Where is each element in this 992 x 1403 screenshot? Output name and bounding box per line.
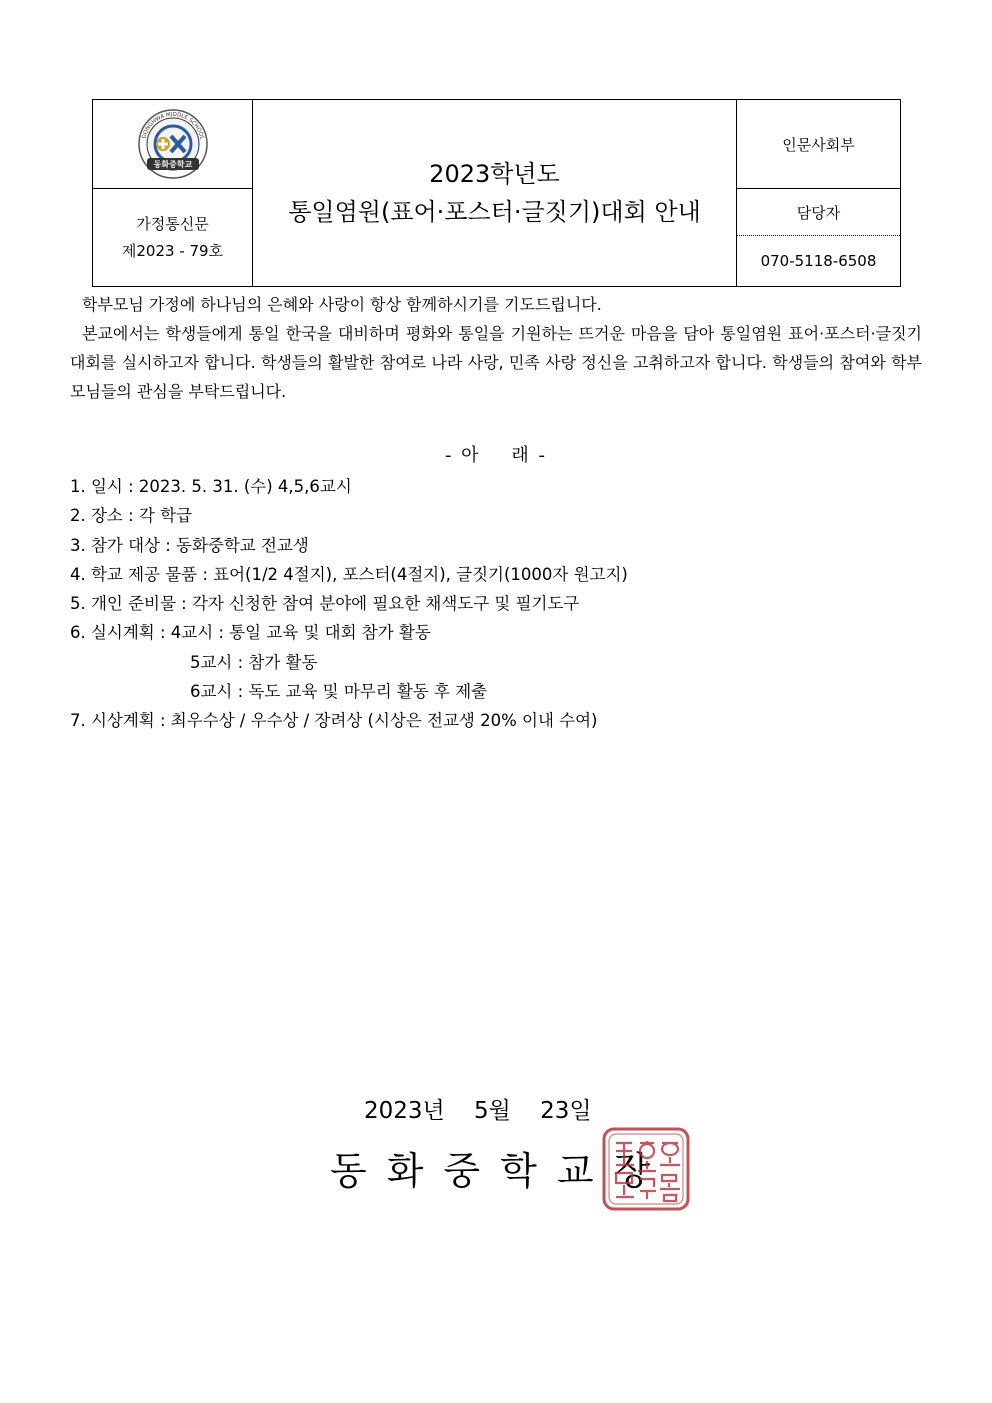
svg-text:동화중학교: 동화중학교 <box>153 160 192 169</box>
doc-number: 제2023 - 79호 <box>121 241 224 260</box>
list-item: 7. 시상계획 : 최우수상 / 우수상 / 장려상 (시상은 전교생 20% 이내 수여) <box>70 711 598 731</box>
phone-cell: 070-5118-6508 <box>737 236 901 287</box>
school-logo-cell <box>93 100 253 189</box>
header-table <box>92 99 901 287</box>
title-line2: 통일염원(표어·포스터·글짓기)대회 안내 <box>288 198 701 226</box>
details-list <box>70 472 930 736</box>
list-item: 6교시 : 독도 교육 및 마무리 활동 후 제출 <box>190 682 488 702</box>
department-cell: 인문사회부 <box>737 100 901 189</box>
doc-type: 가정통신문 <box>136 214 209 233</box>
manager-cell: 담당자 <box>737 189 901 236</box>
principal-name: 동화중학교장 <box>330 1149 671 1193</box>
intro-paragraph-1: 학부모님 가정에 하나님의 은혜와 사랑이 항상 함께하시기를 기도드립니다. <box>82 295 602 314</box>
official-seal <box>602 1127 690 1211</box>
title-cell <box>253 100 737 287</box>
intro-paragraph-2: 본교에서는 학생들에게 통일 한국을 대비하며 평화와 통일을 기원하는 뜨거운 마음을 담아 통일염원 표어·포스터·글짓기 대회를 실시하고자 합니다. 학생들의 활발한 참여로 나라 사랑, 민족 사랑 정신을 고취하고자 합니다. 학생들의 참여와 학부모님들의 관심을 부탁드립니다. <box>70 324 922 401</box>
list-item: 3. 참가 대상 : 동화중학교 전교생 <box>70 535 309 555</box>
list-item: 4. 학교 제공 물품 : 표어(1/2 4절지), 포스터(4절지), 글짓기(1000자 원고지) <box>70 564 628 584</box>
doc-info-cell <box>93 189 253 287</box>
list-item: 5. 개인 준비물 : 각자 신청한 참여 분야에 필요한 채색도구 및 필기도구 <box>70 594 580 614</box>
list-item: 1. 일시 : 2023. 5. 31. (수) 4,5,6교시 <box>70 477 352 496</box>
list-item: 6. 실시계획 : 4교시 : 통일 교육 및 대회 참가 활동 <box>70 623 431 643</box>
school-logo <box>137 108 209 180</box>
list-item: 5교시 : 참가 활동 <box>190 652 318 672</box>
intro-text <box>70 290 922 406</box>
issue-date: 2023년 5월 23일 <box>364 1098 592 1124</box>
list-item: 2. 장소 : 각 학급 <box>70 506 192 526</box>
section-divider-aerae: - 아 래 - <box>444 445 548 466</box>
title-line1: 2023학년도 <box>429 160 560 188</box>
svg-text:DONGHWA MIDDLE SCHOOL: DONGHWA MIDDLE SCHOOL <box>141 111 205 141</box>
